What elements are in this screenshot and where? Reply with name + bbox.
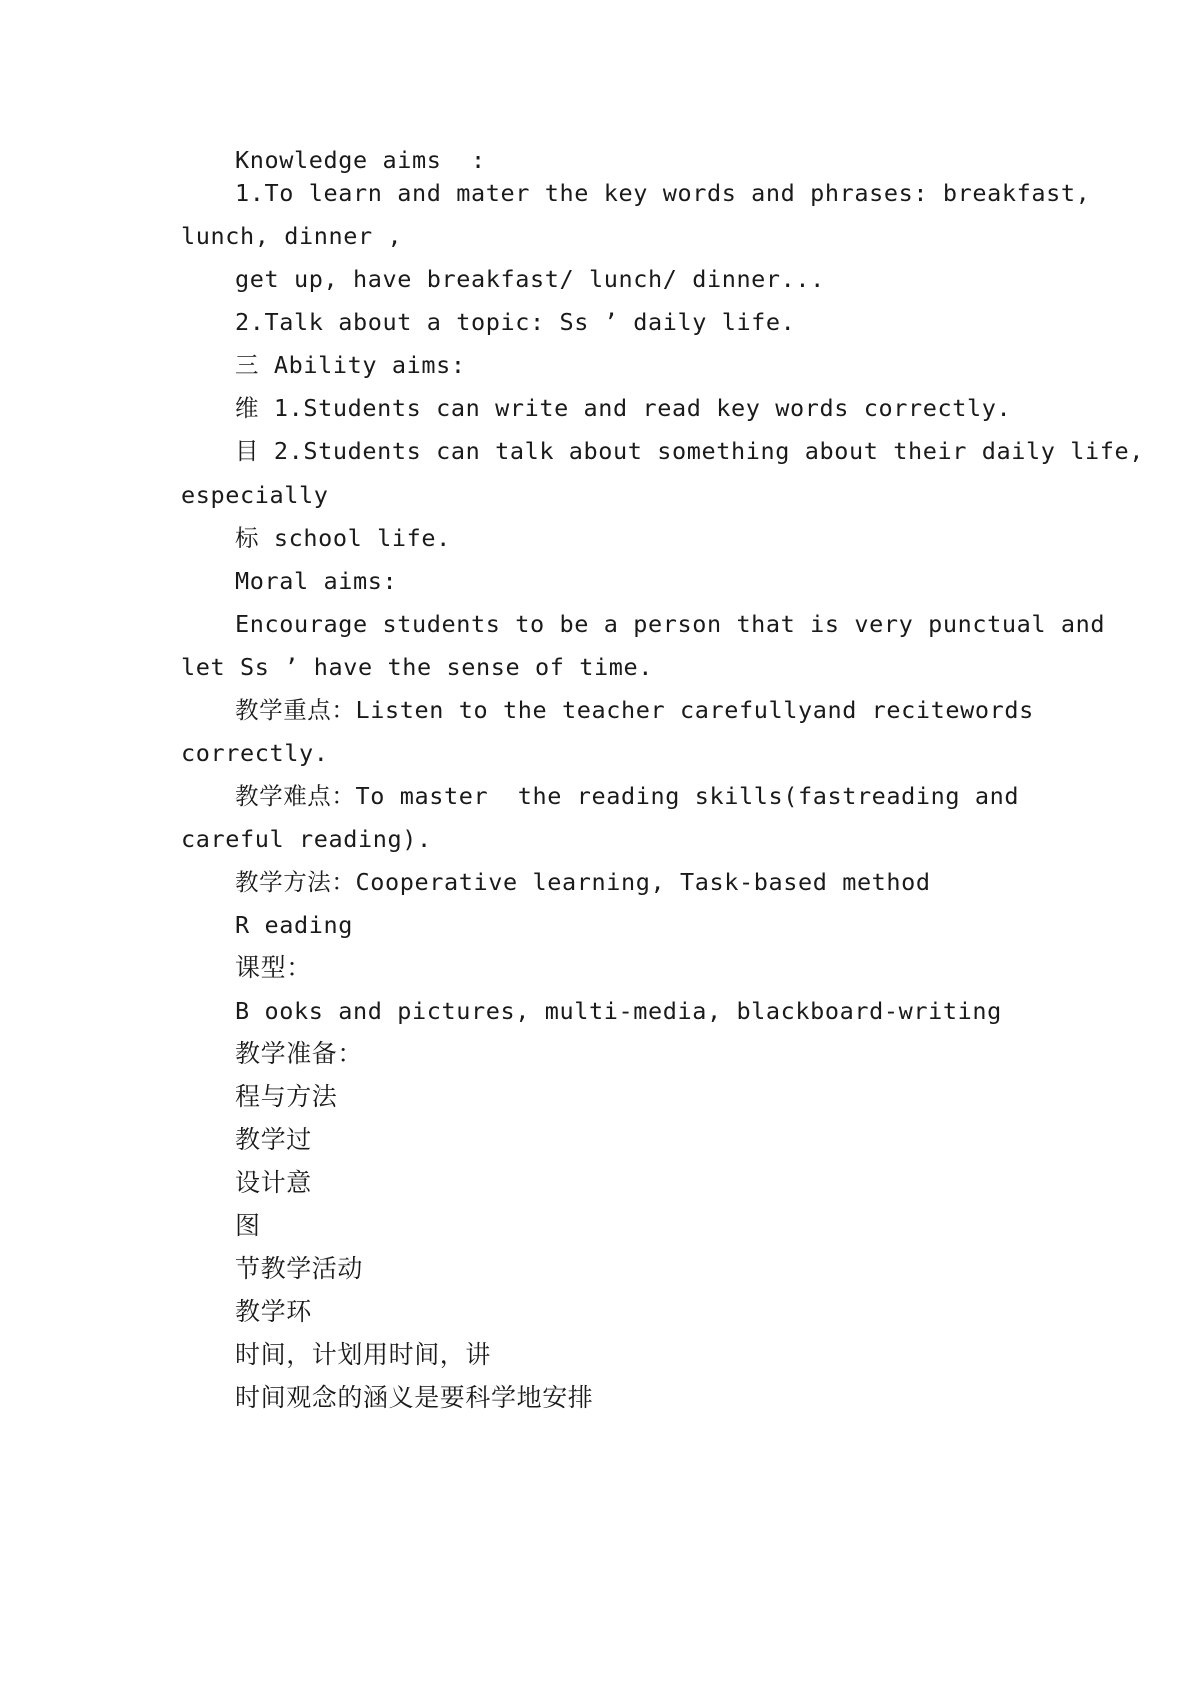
process-and-method: 程与方法 bbox=[235, 1082, 338, 1111]
teaching-difficulty: 教学难点：To master the reading skills(fastreading and bbox=[235, 782, 1020, 810]
teaching-activity-label: 节教学活动 bbox=[235, 1254, 364, 1283]
knowledge-aims-heading: Knowledge aims : bbox=[235, 146, 486, 174]
design-intent-label-end: 图 bbox=[235, 1211, 261, 1240]
knowledge-aim-1: 1.To learn and mater the key words and phrases: breakfast, bbox=[235, 179, 1091, 207]
teaching-preparation-value: B ooks and pictures, multi-media, blackboard-writing bbox=[235, 997, 1002, 1025]
teaching-preparation-label: 教学准备： bbox=[235, 1039, 364, 1068]
ability-aim-2-cont: especially bbox=[181, 481, 329, 509]
time-concept-text: 时间观念的涵义是要科学地安排 bbox=[235, 1383, 594, 1412]
knowledge-aim-1-phrases: get up, have breakfast/ lunch/ dinner... bbox=[235, 265, 825, 293]
teaching-stage-label: 教学环 bbox=[235, 1297, 312, 1326]
moral-aim-text: Encourage students to be a person that is very punctual and bbox=[235, 610, 1106, 638]
design-intent-label: 设计意 bbox=[235, 1168, 312, 1197]
ability-aim-2: 目 2.Students can talk about something about their daily life, bbox=[235, 437, 1144, 465]
lesson-type-label: 课型： bbox=[235, 953, 312, 982]
moral-aim-text-cont: let Ss ’ have the sense of time. bbox=[181, 653, 653, 681]
teaching-focus: 教学重点：Listen to the teacher carefullyand recitewords bbox=[235, 696, 1034, 724]
teaching-focus-cont: correctly. bbox=[181, 739, 329, 767]
teaching-process-label: 教学过 bbox=[235, 1125, 312, 1154]
teaching-difficulty-cont: careful reading). bbox=[181, 825, 432, 853]
lesson-type-value: R eading bbox=[235, 911, 353, 939]
moral-aims-heading: Moral aims: bbox=[235, 567, 398, 595]
knowledge-aim-1-cont: lunch, dinner , bbox=[181, 222, 403, 250]
ability-aims-heading: 三 Ability aims: bbox=[235, 351, 466, 379]
time-planning-text: 时间，计划用时间，讲 bbox=[235, 1340, 492, 1369]
ability-aim-1: 维 1.Students can write and read key words correctly. bbox=[235, 394, 1012, 422]
teaching-method: 教学方法：Cooperative learning, Task-based method bbox=[235, 868, 931, 896]
knowledge-aim-2: 2.Talk about a topic: Ss ’ daily life. bbox=[235, 308, 796, 336]
ability-aim-2-end: 标 school life. bbox=[235, 524, 451, 552]
